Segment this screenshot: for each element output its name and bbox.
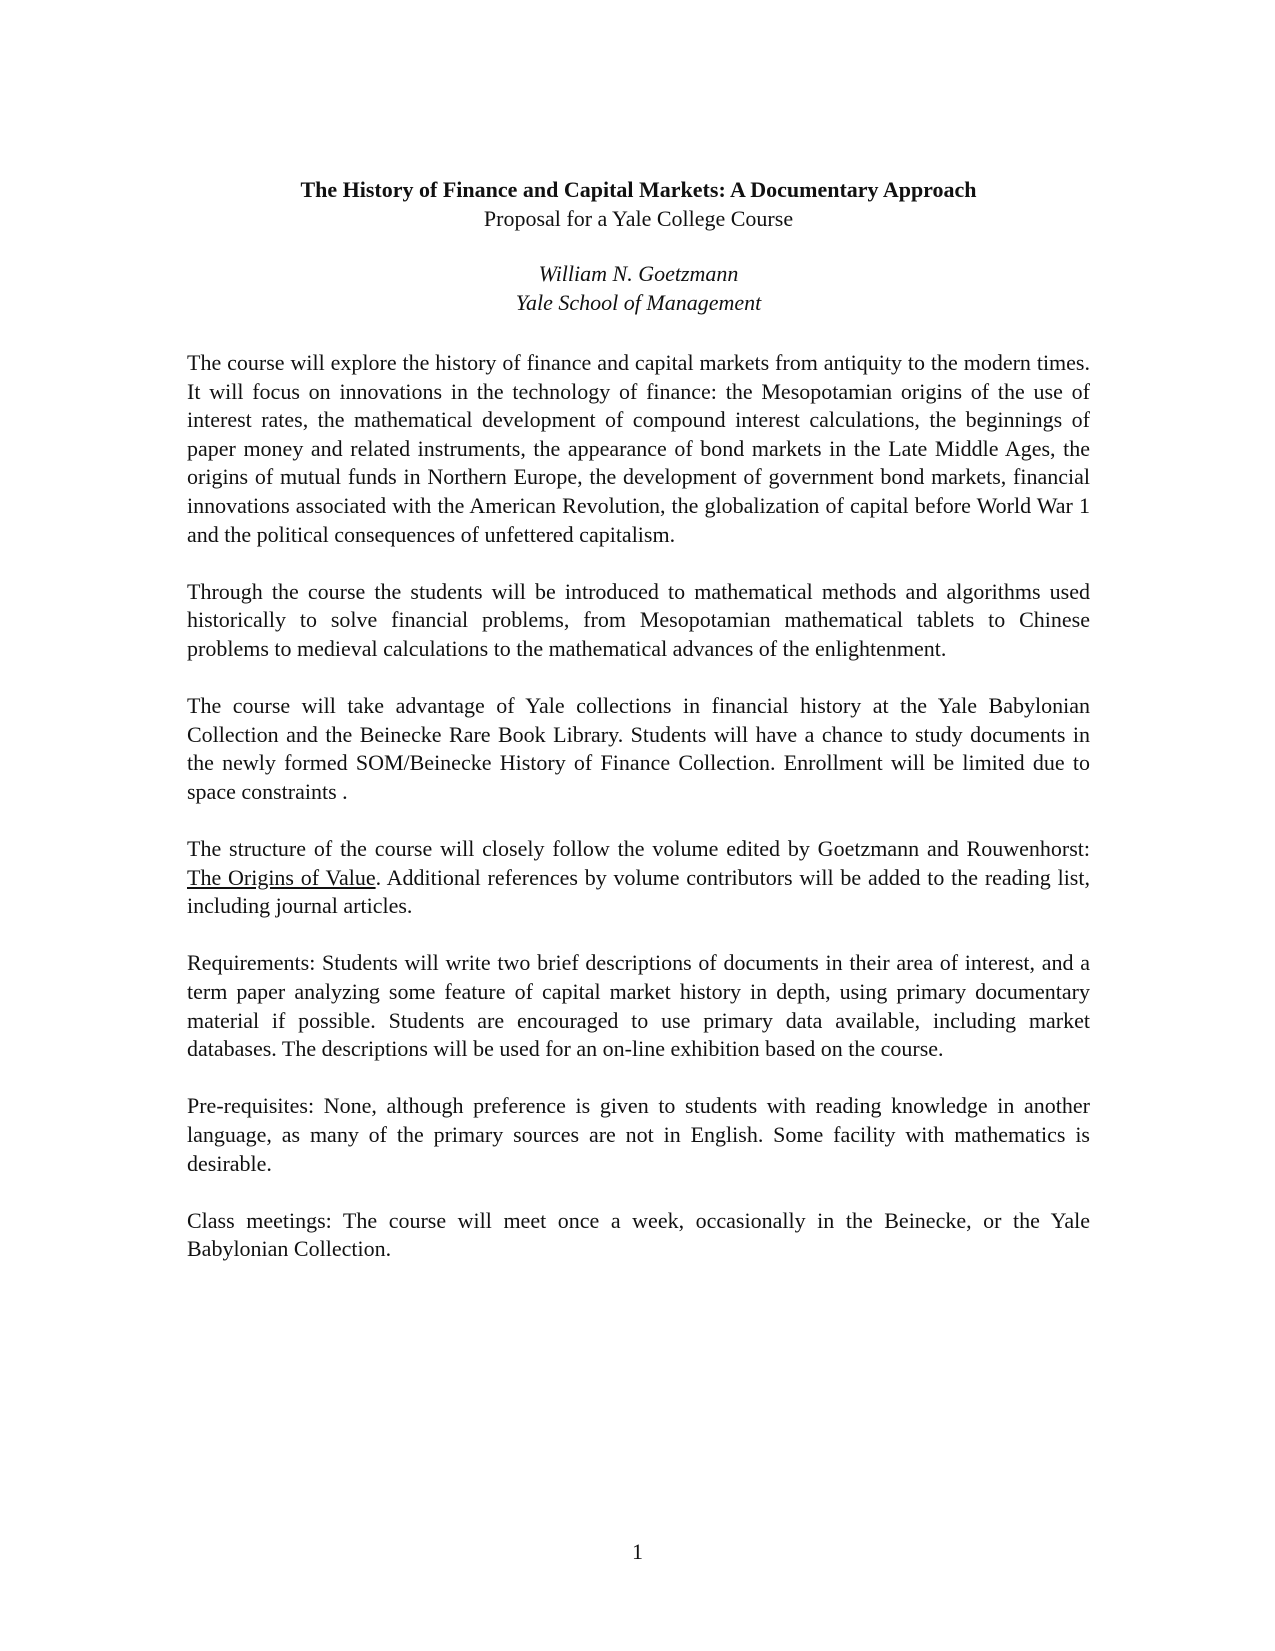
document-title: The History of Finance and Capital Markets: A Documentary Approach — [300, 177, 977, 202]
paragraph-requirements: Requirements: Students will write two brief descriptions of documents in their area of interest, and a term paper analyzing some feature of capital market history in depth, using primary documentary material if possible. Students are encouraged to use primary data available, including market databases. The descriptions will be used for an on-line exhibition based on the course. — [187, 950, 1090, 1062]
paragraph-course-overview: The course will explore the history of finance and capital markets from antiquity to the modern times. It will focus on innovations in the technology of finance: the Mesopotamian origins of the use of interest rates, the mathematical development of compound interest calculations, the beginnings of paper money and related instruments, the appearance of bond markets in the Late Middle Ages, the origins of mutual funds in Northern Europe, the development of government bond markets, financial innovations associated with the American Revolution, the globalization of capital before World War 1 and the political consequences of unfettered capitalism. — [187, 350, 1090, 547]
author-affiliation: Yale School of Management — [515, 289, 762, 315]
book-title-link: The Origins of Value — [187, 864, 376, 890]
document-subtitle: Proposal for a Yale College Course — [483, 205, 794, 231]
author-name: William N. Goetzmann — [538, 261, 739, 286]
paragraph-yale-collections: The course will take advantage of Yale collections in financial history at the Yale Babylonian Collection and the Beinecke Rare Book Library. Students will have a chance to study documents in the newly formed SOM/Beinecke History of Finance Collection. Enrollment will be limited due to space constraints . — [187, 693, 1090, 804]
document-body — [187, 349, 1090, 1293]
document-header — [187, 176, 1090, 317]
paragraph-class-meetings: Class meetings: The course will meet once a week, occasionally in the Beinecke, or the Yale Babylonian Collection. — [187, 1207, 1090, 1262]
paragraph-course-structure — [187, 835, 1090, 921]
structure-text-after: . Additional references by volume contributors will be added to the reading list, including journal articles. — [187, 864, 1090, 919]
structure-text-before: The structure of the course will closely follow the volume edited by Goetzmann and Rouwenhorst: — [187, 836, 1090, 862]
paragraph-prerequisites: Pre-requisites: None, although preference is given to students with reading knowledge in another language, as many of the primary sources are not in English. Some facility with mathematics is desirable. — [187, 1093, 1090, 1176]
paragraph-mathematical-methods: Through the course the students will be introduced to mathematical methods and algorithms used historically to solve financial problems, from Mesopotamian mathematical tablets to Chinese problems to medieval calculations to the mathematical advances of the enlightenment. — [187, 578, 1090, 661]
page-number: 1 — [632, 1539, 643, 1564]
author-block — [187, 260, 1090, 317]
